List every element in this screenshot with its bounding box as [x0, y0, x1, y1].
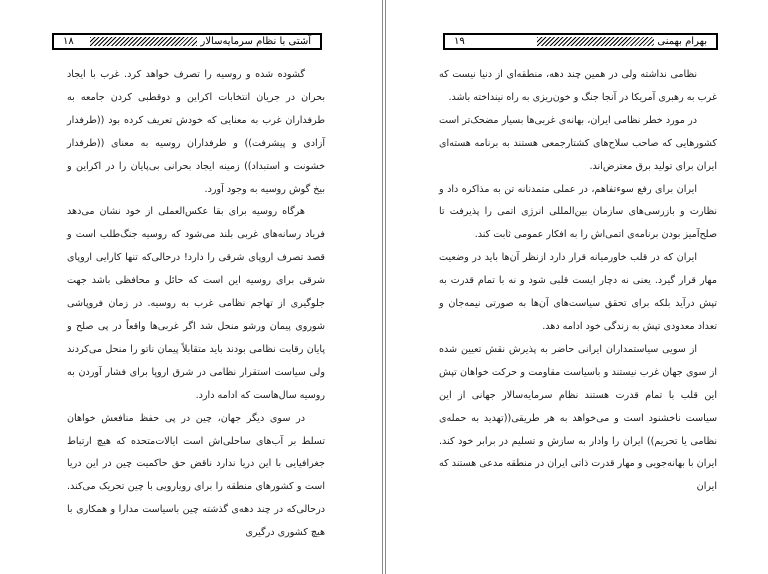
- left-page-title: آشتی با نظام سرمایه‌سالار: [197, 36, 314, 47]
- paragraph: نظامی نداشته ولی در همین چند دهه، منطقه‌ای از دنیا نیست که غرب به رهبری آمریکا در آنجا جنگ و خون‌ریزی به راه نینداخته باشد.: [439, 69, 717, 103]
- left-page-body: [67, 64, 325, 545]
- paragraph: گشوده شده و روسیه را تصرف خواهد کرد. غرب با ایجاد بحران در جریان انتخابات اکراین و دوقطبی کردن جامعه به طرفداران غرب به معنایی که خودش تعریف کرده بود ((طرفدار آزادی و پیشرفت)) و طرفداران روسیه به معنای ((طرفدار خشونت و استبداد)) زمینه ایجاد بحرانی بی‌پایان را در اکراین و بیخ گوش روسیه به وجود آورد.: [67, 69, 325, 195]
- right-page-body: [439, 64, 717, 499]
- paragraph: ایران که در قلب خاورمیانه قرار دارد ازنظر آن‌ها باید در وضعیت مهار قرار گیرد. یعنی نه دچار ایست قلبی شود و نه با تمام قدرت به تپش درآید بلکه برای تحقق سیاست‌های آن‌ها به صورتی نیمه‌جان و تعداد معدودی تپش به زندگی خود ادامه دهد.: [439, 252, 717, 332]
- left-page-number: ۱۸: [60, 36, 77, 47]
- header-hatch-decoration: [90, 37, 200, 46]
- paragraph: ایران برای رفع سوءتفاهم، در عملی متمدنانه تن به مذاکره داد و نظارت و بازرسی‌های سازمان بین‌المللی انرژی اتمی را پذیرفت تا صلح‌آمیز بودن برنامه‌ی اتمی‌اش را به افکار عمومی ثابت کند.: [439, 183, 717, 241]
- paragraph: در سوی دیگر جهان، چین در پی حفظ منافعش خواهان تسلط بر آب‌های ساحلی‌اش است ایالات‌متحده که هیچ ارتباط جغرافیایی با این دریا ندارد ناقض حق حاکمیت چین در این دریا است و کشورهای منطقه را برای رویارویی با چین تحریک می‌کند. درحالی‌که در چند دهه‌ی گذشته چین باسیاست مدارا و همکاری با هیچ کشوری درگیری: [67, 412, 325, 539]
- paragraph: در مورد خطر نظامی ایران، بهانه‌ی غربی‌ها بسیار مضحک‌تر است کشورهایی که صاحب سلاح‌های کشتارجمعی هستند به برنامه هسته‌ای ایران برای تولید برق معترض‌اند.: [439, 114, 717, 172]
- right-page-number: ۱۹: [451, 36, 468, 47]
- right-page: [386, 0, 768, 574]
- paragraph: هرگاه روسیه برای بقا عکس‌العملی از خود نشان می‌دهد فریاد رسانه‌های غربی بلند می‌شود که روسیه جنگ‌طلب است و قصد تصرف اروپای شرقی را دارد! درحالی‌که تنها کارایی اروپای شرقی برای روسیه این است که حائل و محافظی باشد جهت جلوگیری از تهاجم نظامی غرب به روسیه. در زمان فروپاشی شوروی پیمان ورشو منحل شد اگر غربی‌ها واقعاً در پی صلح و پایان رقابت نظامی بودند باید متقابلاً پیمان ناتو را منحل می‌کردند ولی سیاست استقرار نظامی در شرق اروپا برای فشار آوردن به روسیه سال‌هاست که ادامه دارد.: [67, 206, 325, 401]
- paragraph: از سویی سیاستمداران ایرانی حاضر به پذیرش نقش تعیین شده از سوی جهان غرب نیستند و باسیاست مقاومت و حرکت خواهان تپش این قلب با تمام قدرت هستند نظام سرمایه‌سالار جهانی از این سیاست ناخشنود است و می‌خواهد به هر طریقی((تهدید به حمله‌ی نظامی یا تحریم)) ایران را وادار به سازش و تسلیم در برابر خود کند. ایران با بهانه‌جویی و مهار قدرت ذاتی ایران در منطقه مدعی هستند که ایران: [439, 343, 717, 493]
- right-page-title: بهرام بهمنی: [654, 36, 710, 47]
- right-page-header: [443, 33, 718, 50]
- left-page: [0, 0, 382, 574]
- left-page-header: [52, 33, 322, 50]
